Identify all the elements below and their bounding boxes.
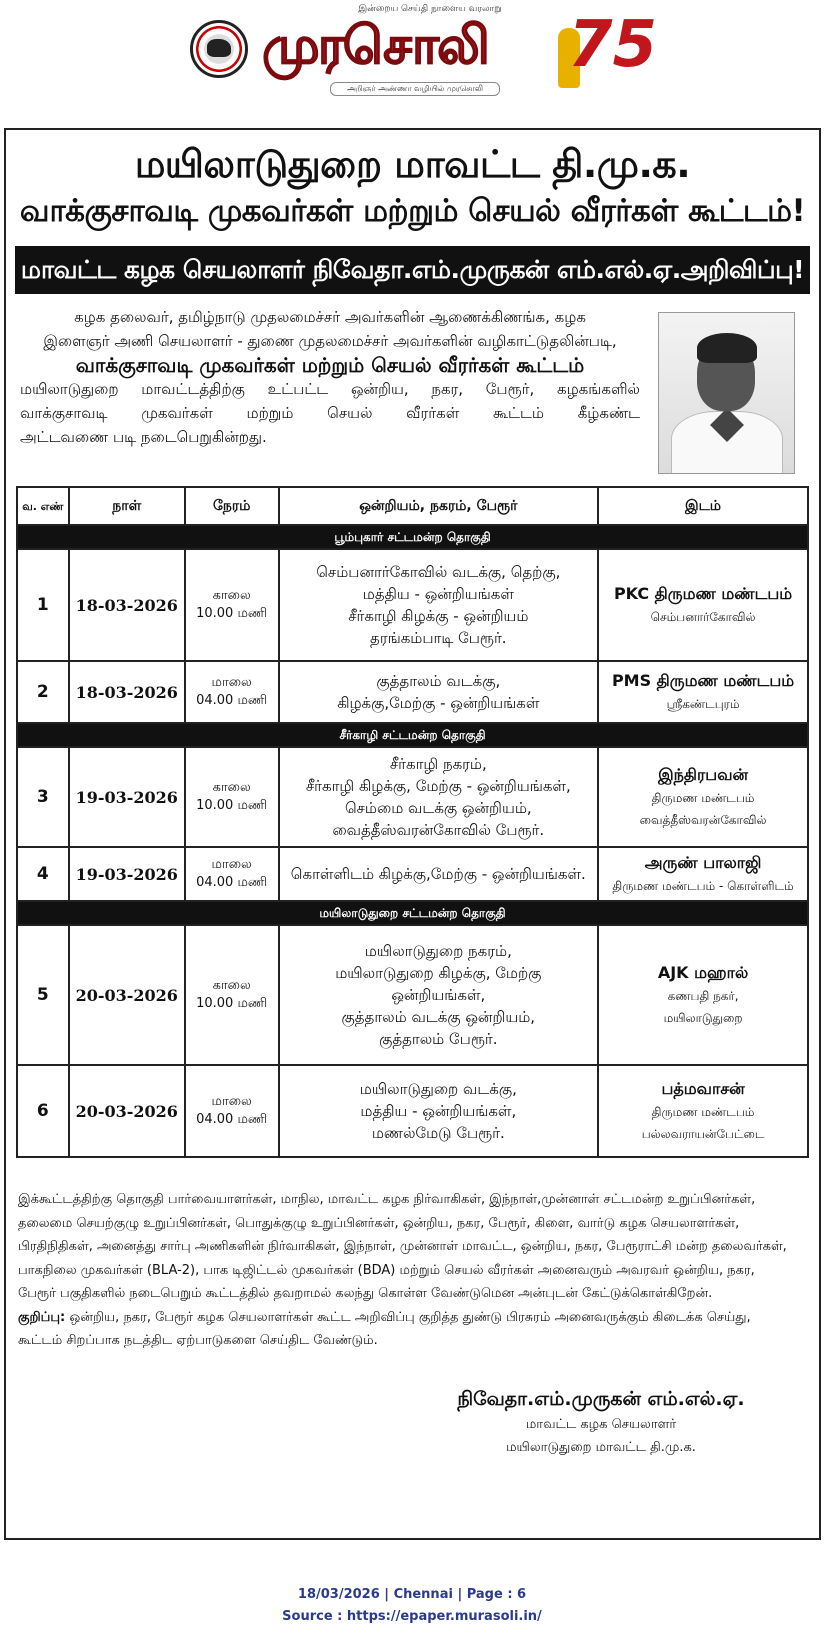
intro-line: இளைஞர் அணி செயலாளர் - துணை முதலமைச்சர் அவர்களின் வழிகாட்டுதலின்படி,: [43, 332, 617, 350]
time-value: 04.00 மணி: [196, 875, 268, 890]
row-time: [185, 925, 279, 1065]
place-line: ஒன்றியங்கள்,: [391, 986, 486, 1004]
row-time: [185, 1065, 279, 1157]
time-session: மாலை: [211, 857, 252, 872]
row-venue: [598, 549, 808, 661]
place-line: வைத்தீஸ்வரன்கோவில் பேரூர்.: [332, 821, 545, 839]
venue-name: அருண் பாலாஜி: [644, 853, 762, 872]
intro-line: வாக்குசாவடி முகவர்கள் மற்றும் செயல் வீரர்கள் கூட்டம் கீழ்கண்ட: [20, 404, 640, 422]
venue-detail: திருமண மண்டபம் - கொள்ளிடம்: [612, 879, 794, 893]
row-venue: [598, 747, 808, 847]
table-row: [17, 661, 808, 723]
table-header-row: [17, 487, 808, 525]
row-venue: [598, 847, 808, 901]
row-venue: [598, 1065, 808, 1157]
time-value: 10.00 மணி: [196, 996, 268, 1011]
closing-line: பாகநிலை முகவர்கள் (BLA-2), பாக டிஜிட்டல் முகவர்கள் (BDA) மற்றும் செயல் வீரர்கள் அனைவரும் அவரவர் ஒன்றிய, நகர,: [18, 1262, 755, 1278]
headline-meeting: வாக்குசாவடி முகவர்கள் மற்றும் செயல் வீரர்கள் கூட்டம்!: [19, 193, 806, 229]
table-row: [17, 1065, 808, 1157]
venue-detail: பல்லவராயன்பேட்டை: [641, 1127, 765, 1141]
row-number: 2: [17, 661, 69, 723]
place-line: சீர்காழி கிழக்கு - ஒன்றியம்: [348, 607, 529, 625]
time-value: 10.00 மணி: [196, 798, 268, 813]
row-place: [279, 549, 599, 661]
venue-detail: திருமண மண்டபம்: [651, 1105, 755, 1119]
place-line: செம்மை வடக்கு ஒன்றியம்,: [344, 799, 532, 817]
intro-line: கழக தலைவர், தமிழ்நாடு முதலமைச்சர் அவர்களின் ஆணைக்கிணங்க, கழக: [74, 308, 586, 326]
row-time: [185, 747, 279, 847]
row-place: [279, 925, 599, 1065]
signature-block: [436, 1385, 766, 1459]
venue-detail: செம்பனார்கோவில்: [650, 610, 756, 624]
closing-paragraph: [18, 1188, 810, 1353]
col-header-date: நாள்: [69, 487, 185, 525]
place-line: தரங்கம்பாடி பேரூர்.: [370, 629, 507, 647]
row-date: 18-03-2026: [69, 549, 185, 661]
venue-name: பத்மவாசன்: [661, 1079, 745, 1098]
time-value: 04.00 மணி: [196, 1112, 268, 1127]
row-venue: [598, 661, 808, 723]
row-place: [279, 747, 599, 847]
row-place: [279, 847, 599, 901]
section-row: [17, 901, 808, 925]
col-header-sno: வ. எண்: [17, 487, 69, 525]
row-date: 20-03-2026: [69, 925, 185, 1065]
time-value: 10.00 மணி: [196, 606, 268, 621]
venue-detail: வைத்தீஸ்வரன்கோவில்: [639, 813, 767, 827]
row-date: 19-03-2026: [69, 747, 185, 847]
place-line: மத்திய - ஒன்றியங்கள்: [362, 585, 514, 603]
place-line: மயிலாடுதுறை கிழக்கு, மேற்கு: [335, 964, 542, 982]
place-line: சீர்காழி நகரம்,: [389, 755, 487, 773]
venue-name: PMS திருமண மண்டபம்: [611, 671, 795, 690]
venue-detail: திருமண மண்டபம்: [651, 791, 755, 805]
edition-info: 18/03/2026 | Chennai | Page : 6: [297, 1587, 527, 1602]
place-line: கிழக்கு,மேற்கு - ஒன்றியங்கள்: [337, 694, 540, 712]
section-title: மயிலாடுதுறை சட்டமன்ற தொகுதி: [17, 901, 808, 925]
col-header-time: நேரம்: [185, 487, 279, 525]
closing-line: பிரதிநிதிகள், அனைத்து சார்பு அணிகளின் நிர்வாகிகள், இந்நாள், முன்னாள் மாவட்ட, ஒன்றிய, நகர, பேரூராட்சி மன்ற தலைவர்கள்,: [18, 1239, 787, 1254]
venue-name: இந்திரபவன்: [658, 765, 749, 784]
anniversary-number: 75: [568, 8, 658, 82]
intro-paragraph: [20, 305, 640, 449]
note-line: [18, 1306, 810, 1330]
row-date: 18-03-2026: [69, 661, 185, 723]
section-row: [17, 525, 808, 549]
row-date: 20-03-2026: [69, 1065, 185, 1157]
row-number: 1: [17, 549, 69, 661]
time-session: காலை: [212, 978, 251, 993]
anniversary-logo: [558, 8, 658, 94]
table-row: [17, 549, 808, 661]
announcement-banner: மாவட்ட கழக செயலாளர் நிவேதா.எம்.முருகன் எம்.எல்.ஏ.அறிவிப்பு!: [15, 246, 810, 294]
section-row: [17, 723, 808, 747]
closing-line: இக்கூட்டத்திற்கு தொகுதி பார்வையாளர்கள், மாநில, மாவட்ட கழக நிர்வாகிகள், இந்நாள்,முன்னாள் சட்டமன்ற உறுப்பினர்கள்,: [18, 1192, 756, 1207]
source-link[interactable]: Source : https://epaper.murasoli.in/: [282, 1609, 542, 1624]
table-row: [17, 847, 808, 901]
row-time: [185, 549, 279, 661]
row-venue: [598, 925, 808, 1065]
place-line: சீர்காழி கிழக்கு, மேற்கு - ஒன்றியங்கள்,: [305, 777, 571, 795]
note-text: ஒன்றிய, நகர, பேரூர் கழக செயலாளர்கள் கூட்ட அறிவிப்பு குறித்த துண்டு பிரசுரம் அனைவருக்கும் கிடைக்க செய்து,: [65, 1309, 751, 1325]
table-row: [17, 747, 808, 847]
row-place: [279, 1065, 599, 1157]
row-date: 19-03-2026: [69, 847, 185, 901]
place-line: மணல்மேடு பேரூர்.: [371, 1124, 505, 1142]
announcement-frame: [4, 128, 821, 1540]
schedule-table: [16, 486, 809, 1158]
time-session: காலை: [212, 780, 251, 795]
venue-detail: ஸ்ரீகண்டபுரம்: [666, 697, 740, 711]
secretary-portrait: [658, 312, 795, 474]
place-line: குத்தாலம் வடக்கு ஒன்றியம்,: [341, 1008, 536, 1026]
place-line: குத்தாலம் வடக்கு,: [376, 672, 501, 690]
place-line: செம்பனார்கோவில் வடக்கு, தெற்கு,: [316, 563, 561, 581]
col-header-place: ஒன்றியம், நகரம், பேரூர்: [279, 487, 599, 525]
time-session: மாலை: [211, 675, 252, 690]
row-number: 4: [17, 847, 69, 901]
note-line: கூட்டம் சிறப்பாக நடத்திட ஏற்பாடுகளை செய்திட வேண்டும்.: [18, 1333, 378, 1348]
venue-detail: கணபதி நகர்,: [667, 989, 739, 1003]
signatory-name: நிவேதா.எம்.முருகன் எம்.எல்.ஏ.: [457, 1388, 745, 1410]
table-row: [17, 925, 808, 1065]
section-title: பூம்புகார் சட்டமன்ற தொகுதி: [17, 525, 808, 549]
intro-line: அட்டவணை படி நடைபெறுகின்றது.: [20, 428, 267, 446]
signatory-org: மயிலாடுதுறை மாவட்ட தி.மு.க.: [506, 1440, 696, 1455]
row-time: [185, 847, 279, 901]
row-time: [185, 661, 279, 723]
closing-line: பேரூர் பகுதிகளில் நடைபெறும் கூட்டத்தில் தவறாமல் கலந்து கொள்ள வேண்டுமென அன்புடன் கேட்டுக்கொள்கிறேன்.: [18, 1286, 713, 1301]
time-session: மாலை: [211, 1094, 252, 1109]
note-label: குறிப்பு:: [18, 1309, 66, 1325]
closing-line: தலைமை செயற்குழு உறுப்பினர்கள், பொதுக்குழு உறுப்பினர்கள், ஒன்றிய, நகர, பேரூர், கிளை, வார்டு கழக செயலாளர்கள்,: [18, 1215, 740, 1231]
row-number: 5: [17, 925, 69, 1065]
masthead: [0, 0, 824, 118]
col-header-venue: இடம்: [598, 487, 808, 525]
place-line: குத்தாலம் பேரூர்.: [379, 1030, 498, 1048]
time-session: காலை: [212, 588, 251, 603]
place-line: மயிலாடுதுறை நகரம்,: [364, 942, 512, 960]
intro-highlight: வாக்குசாவடி முகவர்கள் மற்றும் செயல் வீரர்கள் கூட்டம்: [75, 353, 585, 377]
venue-name: PKC திருமண மண்டபம்: [613, 584, 793, 603]
masthead-tagline: இன்றைய செய்தி நாளைய வரலாறு: [358, 4, 502, 14]
headline-district: மயிலாடுதுறை மாவட்ட தி.மு.க.: [134, 142, 691, 186]
venue-detail: மயிலாடுதுறை: [663, 1011, 743, 1025]
place-line: மயிலாடுதுறை வடக்கு,: [359, 1080, 517, 1098]
page-credit: [0, 1584, 824, 1628]
row-number: 6: [17, 1065, 69, 1157]
venue-name: AJK மஹால்: [657, 963, 749, 982]
time-value: 04.00 மணி: [196, 693, 268, 708]
section-title: சீர்காழி சட்டமன்ற தொகுதி: [17, 723, 808, 747]
row-number: 3: [17, 747, 69, 847]
newspaper-logo: முரசொலி: [262, 16, 488, 76]
row-place: [279, 661, 599, 723]
party-emblem-icon: [190, 20, 248, 78]
place-line: கொள்ளிடம் கிழக்கு,மேற்கு - ஒன்றியங்கள்.: [290, 865, 586, 883]
place-line: மத்திய - ஒன்றியங்கள்,: [360, 1102, 517, 1120]
signatory-role: மாவட்ட கழக செயலாளர்: [525, 1417, 677, 1432]
intro-line: மயிலாடுதுறை மாவட்டத்திற்கு உட்பட்ட ஒன்றிய, நகர, பேரூர், கழகங்களில்: [20, 380, 640, 398]
logo-subtitle: அறிஞர் அண்ணா வழியில் முரசொலி: [330, 82, 500, 96]
